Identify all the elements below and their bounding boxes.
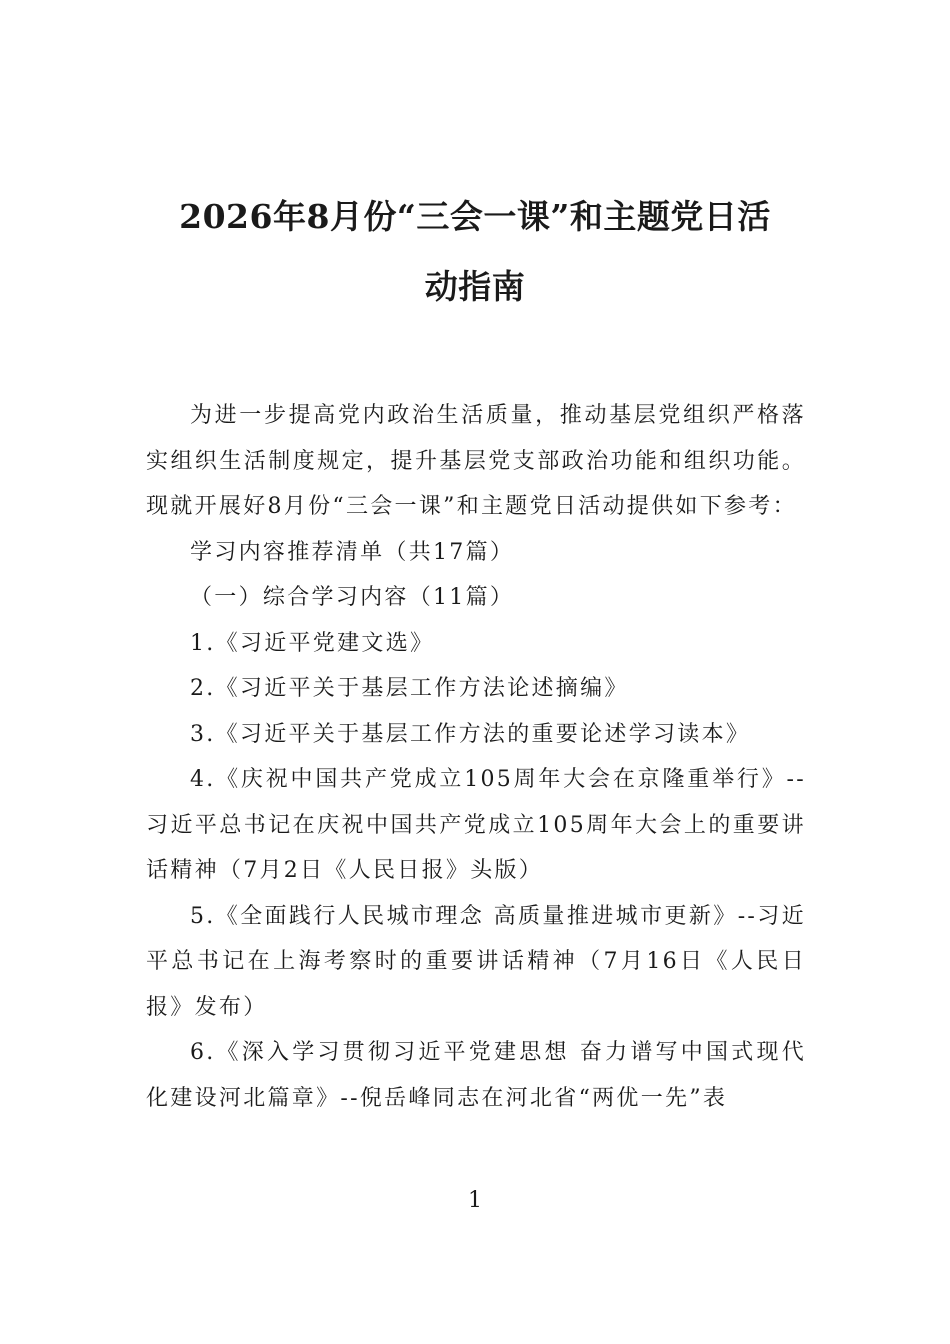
list-item: 5.《全面践行人民城市理念 高质量推进城市更新》--习近平总书记在上海考察时的重要讲话精神（7月16日《人民日报》发布）: [146, 903, 806, 1020]
document-body: [146, 393, 806, 1121]
intro-paragraph: 为进一步提高党内政治生活质量，推动基层党组织严格落实组织生活制度规定，提升基层党支部政治功能和组织功能。现就开展好8月份“三会一课”和主题党日活动提供如下参考：: [146, 403, 806, 519]
list-item: 6.《深入学习贯彻习近平党建思想 奋力谱写中国式现代化建设河北篇章》--倪岳峰同志在河北省“两优一先”表: [146, 1040, 806, 1111]
list-heading: 学习内容推荐清单（共17篇）: [190, 539, 515, 565]
list-item: 1.《习近平党建文选》: [190, 630, 435, 656]
list-item: 2.《习近平关于基层工作方法论述摘编》: [190, 676, 629, 701]
section-heading: （一）综合学习内容（11篇）: [190, 585, 515, 610]
page-number: 1: [468, 1188, 482, 1213]
list-item: 3.《习近平关于基层工作方法的重要论述学习读本》: [190, 721, 751, 747]
document-title: [140, 182, 810, 322]
title-line-2: 动指南: [424, 267, 526, 306]
title-line-1: 2026年8月份“三会一课”和主题党日活: [179, 197, 771, 236]
list-item: 4.《庆祝中国共产党成立105周年大会在京隆重举行》--习近平总书记在庆祝中国共产党成立105周年大会上的重要讲话精神（7月2日《人民日报》头版）: [146, 767, 806, 883]
